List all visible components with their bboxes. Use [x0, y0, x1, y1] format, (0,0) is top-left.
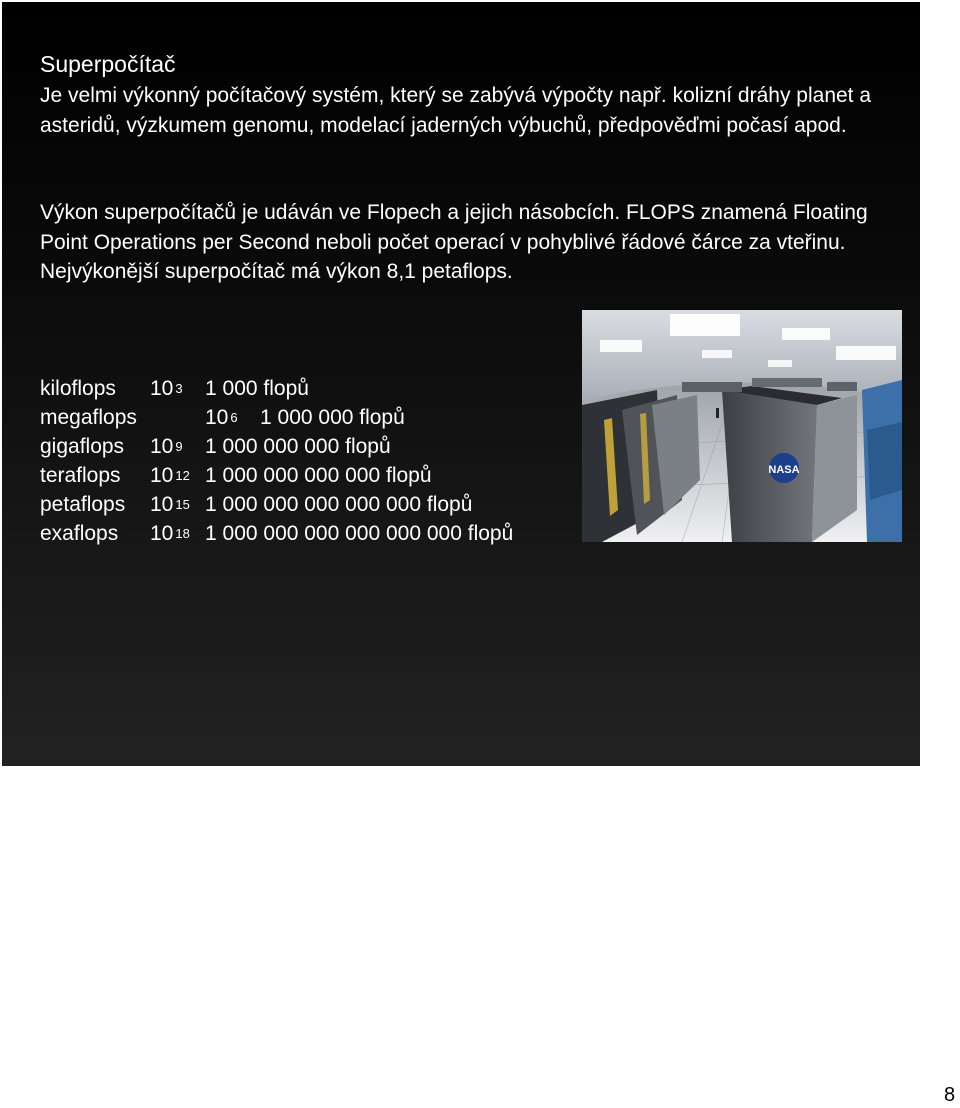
unit-value: 1 000 000 000 000 000 flopů — [205, 493, 473, 516]
unit-name: gigaflops — [40, 435, 125, 458]
unit-power — [150, 461, 190, 490]
unit-exponent: 6 — [230, 410, 238, 425]
unit-value: 1 000 000 000 000 000 000 flopů — [205, 522, 514, 545]
unit-value: 1 000 flopů — [205, 377, 309, 400]
supercomputer-photo — [582, 310, 902, 542]
nasa-logo: NASA — [768, 464, 800, 476]
unit-base: 10 — [150, 522, 174, 545]
unit-exponent: 18 — [175, 526, 190, 541]
unit-name: kiloflops — [40, 377, 116, 400]
unit-base: 10 — [150, 377, 174, 400]
unit-name: teraflops — [40, 464, 121, 487]
unit-base: 10 — [205, 406, 229, 429]
unit-power — [205, 403, 238, 432]
unit-base: 10 — [150, 493, 174, 516]
unit-exponent: 15 — [175, 497, 190, 512]
unit-base: 10 — [150, 464, 174, 487]
slide-title: Superpočítač — [40, 51, 176, 77]
intro-paragraph: Je velmi výkonný počítačový systém, který se zabývá výpočty např. kolizní dráhy planet a asteridů, výzkumem genomu, modelací jaderných výbuchů, předpověďmi počasí apod. — [40, 84, 872, 137]
unit-power — [150, 490, 190, 519]
slide — [2, 2, 920, 766]
unit-exponent: 9 — [175, 439, 183, 454]
flops-paragraph: Výkon superpočítačů je udáván ve Flopech a jejich násobcích. FLOPS znamená Floating Point Operations per Second neboli počet operací v pohyblivé řádové čárce za vteřinu. Nejvýkonější superpočítač má výkon 8,1 petaflops. — [40, 201, 868, 283]
unit-value: 1 000 000 flopů — [260, 406, 405, 429]
unit-power — [150, 519, 190, 548]
unit-name: megaflops — [40, 406, 137, 429]
unit-value: 1 000 000 000 000 flopů — [205, 464, 432, 487]
unit-value: 1 000 000 000 flopů — [205, 435, 391, 458]
unit-name: petaflops — [40, 493, 126, 516]
unit-base: 10 — [150, 435, 174, 458]
page-number: 8 — [944, 1084, 956, 1106]
unit-name: exaflops — [40, 522, 119, 545]
unit-exponent: 12 — [175, 468, 190, 483]
unit-exponent: 3 — [175, 381, 183, 396]
unit-power — [150, 432, 183, 461]
unit-power — [150, 374, 183, 403]
